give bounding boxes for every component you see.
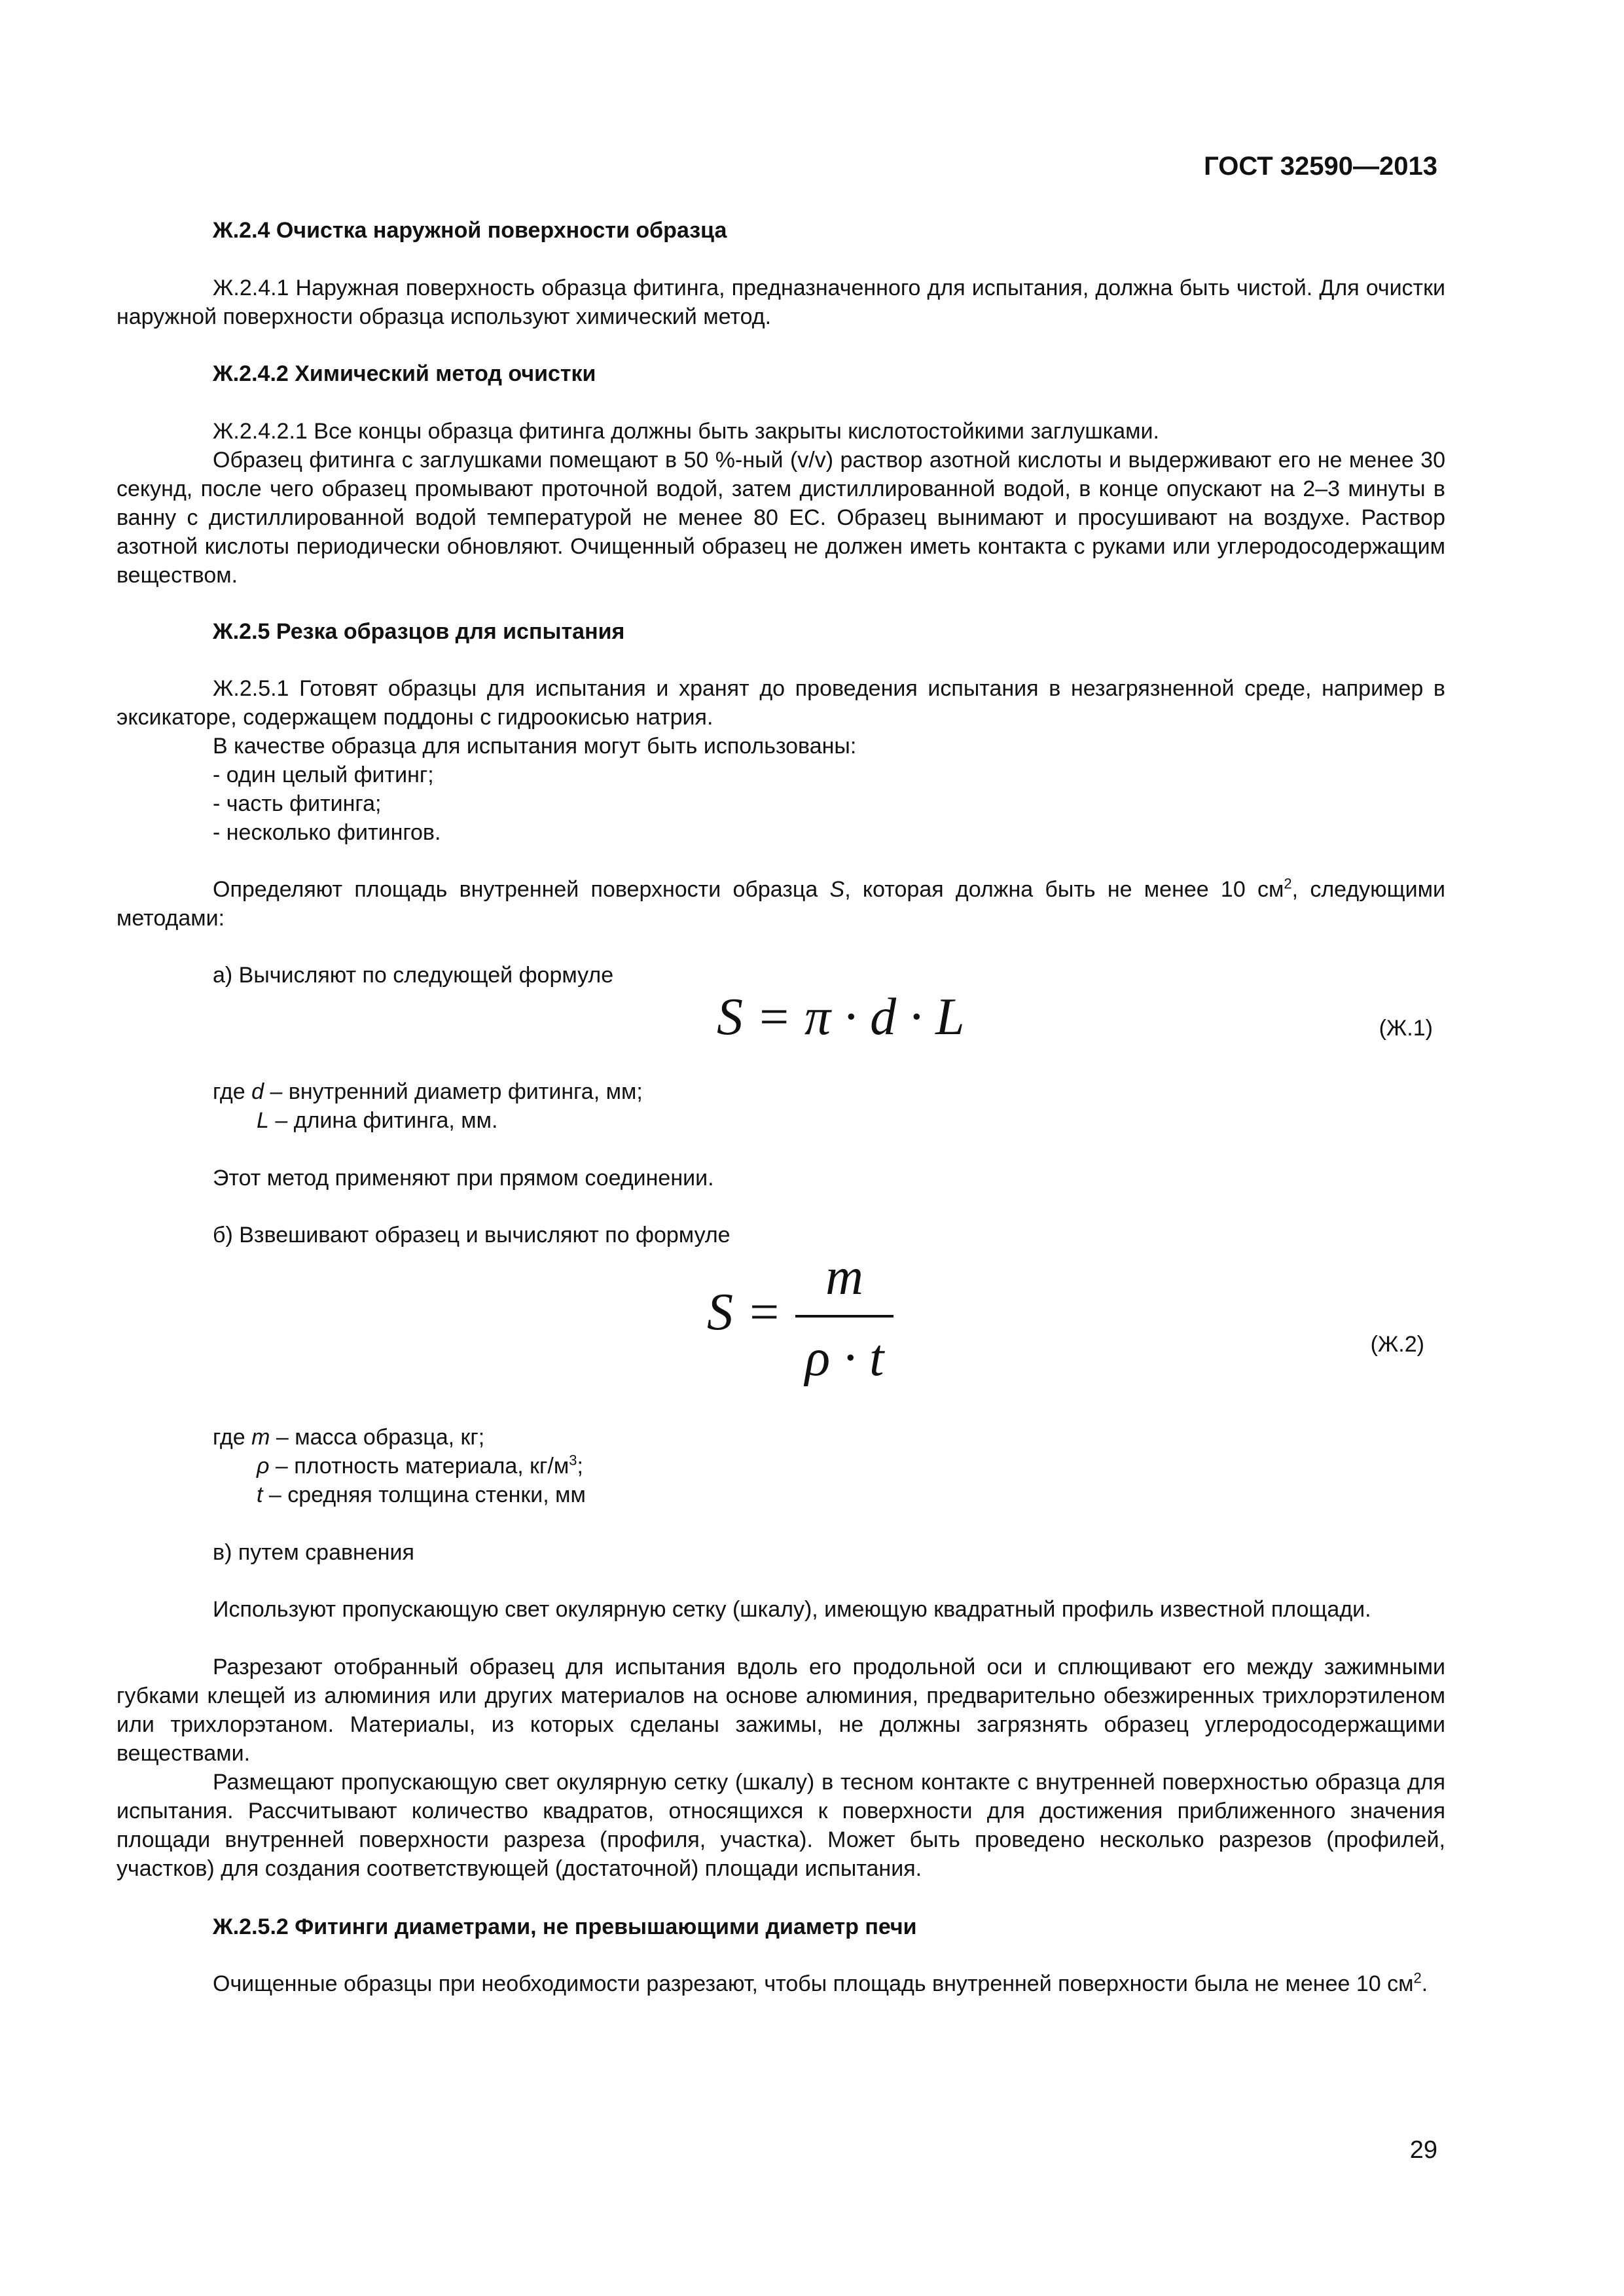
paragraph-2-4-2-1: Ж.2.4.2.1 Все концы образца фитинга должны быть закрыты кислотостойкими заглушками. [213,419,1159,444]
paragraph-cleaning-procedure: Образец фитинга с заглушками помещают в 50 %-ный (v/v) раствор азотной кислоты и выдерживают его не менее 30 секунд, после чего образец промывают проточной водой, затем дистиллированной водой, в конце опускают на 2–3 минуты в ванну с дистиллированной водой температурой не менее 80 ЕС. Образец вынимают и просушивают на воздухе. Раствор азотной кислоты периодически обновляют. Очищенный образец не должен иметь контакта с руками или углеродосодержащим веществом. [117,448,1445,588]
paragraph-ocular-grid: Используют пропускающую свет окулярную сетку (шкалу), имеющую квадратный профиль известной площади. [213,1597,1371,1622]
heading-2-5-2: Ж.2.5.2 Фитинги диаметрами, не превышающими диаметр печи [213,1914,917,1939]
where-d: где d – внутренний диаметр фитинга, мм; [213,1079,643,1104]
paragraph-place-grid: Размещают пропускающую свет окулярную сетку (шкалу) в тесном контакте с внутренней поверхностью образца для испытания. Рассчитывают количество квадратов, относящихся к поверхности для достижения приближенного значения площади внутренней поверхности разреза (профиля, участка). Может быть проведено несколько разрезов (профилей, участков) для создания соответствующей (достаточной) площади испытания. [117,1770,1445,1881]
formula-j2-numerator: m [825,1248,863,1306]
paragraph-2-5-1: Ж.2.5.1 Готовят образцы для испытания и хранят до проведения испытания в незагрязненной среде, например в эксикаторе, содержащем поддоны с гидроокисью натрия. [117,676,1445,730]
method-a-note: Этот метод применяют при прямом соединении. [213,1166,714,1191]
paragraph-2-4-1: Ж.2.4.1 Наружная поверхность образца фитинга, предназначенного для испытания, должна быть чистой. Для очистки наружной поверхности образца используют химический метод. [117,276,1445,329]
formula-j2-lhs: S = [707,1283,782,1341]
equation-number-j2: (Ж.2) [1370,1332,1424,1357]
standard-number: ГОСТ 32590—2013 [1204,152,1437,181]
paragraph-2-5-2: Очищенные образцы при необходимости разрезают, чтобы площадь внутренней поверхности была не менее 10 $см^2$. [213,1969,1428,1996]
heading-2-4: Ж.2.4 Очистка наружной поверхности образца [213,218,727,243]
where-rho: ρ – плотность материала, $кг/м^3$; [257,1452,583,1479]
method-b-label: б) Взвешивают образец и вычисляют по формуле [213,1223,731,1247]
paragraph-area-methods: Определяют площадь внутренней поверхности образца S, которая должна быть не менее 10 $см^2$, следующими методами: [117,875,1445,931]
formula-j2-denominator: ρ · t [804,1329,884,1387]
heading-2-5: Ж.2.5 Резка образцов для испытания [213,619,625,644]
paragraph-samples-intro: В качестве образца для испытания могут быть использованы: [213,734,857,759]
heading-2-4-2: Ж.2.4.2 Химический метод очистки [213,361,596,386]
page-number: 29 [1409,2136,1437,2164]
formula-j1: S = π · d · L [717,988,965,1046]
method-a-label: а) Вычисляют по следующей формуле [213,963,614,988]
equation-number-j1: (Ж.1) [1379,1016,1433,1041]
where-l: L – длина фитинга, мм. [257,1108,498,1133]
fraction-bar [795,1315,893,1318]
formula-j2-fraction [795,1247,893,1388]
list-item: - несколько фитингов. [213,820,441,845]
where-t: t – средняя толщина стенки, мм [257,1482,586,1507]
where-m: где m – масса образца, кг; [213,1425,485,1450]
list-item: - часть фитинга; [213,791,382,816]
list-item: - один целый фитинг; [213,762,434,787]
paragraph-cut-sample: Разрезают отобранный образец для испытания вдоль его продольной оси и сплющивают его между зажимными губками клещей из алюминия или других материалов на основе алюминия, предварительно обезжиренных трихлорэтиленом или трихлорэтаном. Материалы, из которых сделаны зажимы, не должны загрязнять образец углеродосодержащими веществами. [117,1655,1445,1766]
method-c-label: в) путем сравнения [213,1540,414,1565]
